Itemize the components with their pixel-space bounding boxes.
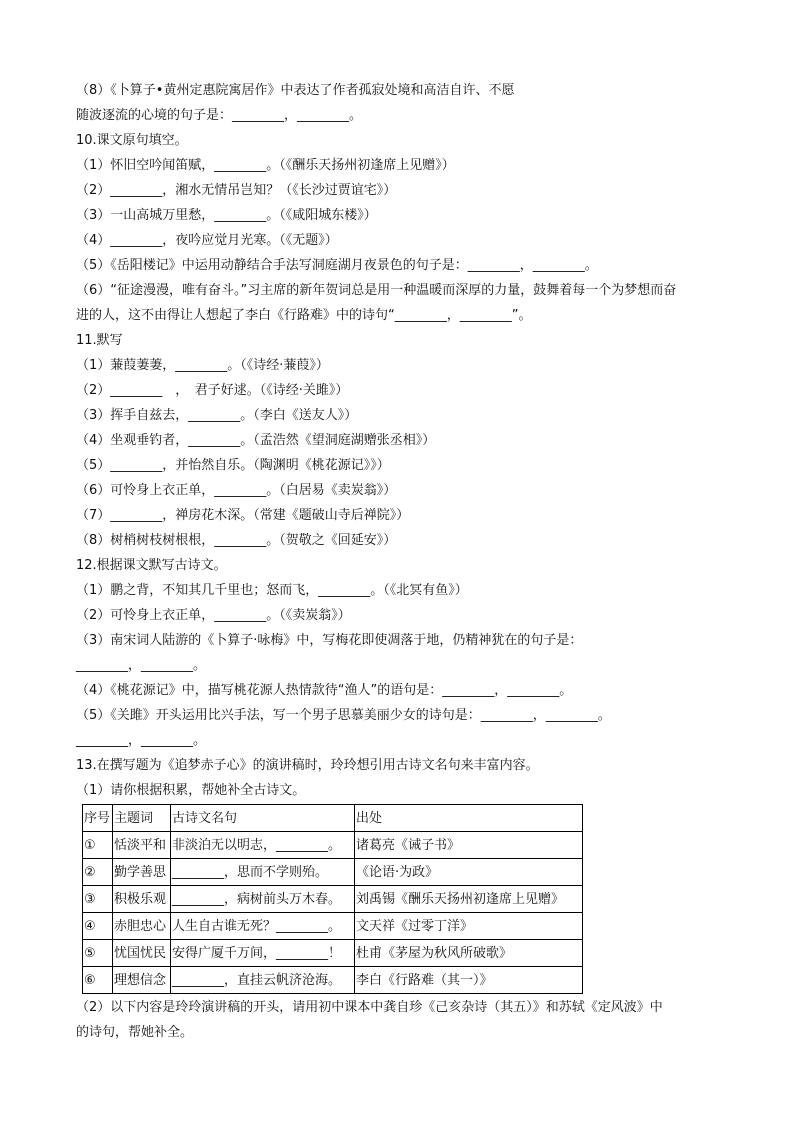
question-13-heading: 13.在撰写题为《追梦赤子心》的演讲稿时，玲玲想引用古诗文名句来丰富内容。: [76, 758, 539, 773]
table-row: [83, 886, 583, 913]
text-line: （5）《关雎》开头运用比兴手法，写一个男子思慕美丽少女的诗句是：________，________。: [76, 708, 611, 723]
table-cell: ③: [83, 886, 113, 913]
table-cell: 人生自古谁无死？________。: [171, 913, 355, 940]
text-line: （7）________，禅房花木深。（常建《题破山寺后禅院》）: [76, 508, 410, 523]
text-line: （6）可怜身上衣正单，________。（白居易《卖炭翁》）: [76, 483, 397, 498]
table-cell: 积极乐观: [113, 886, 171, 913]
table-cell: 赤胆忠心: [113, 913, 171, 940]
table-cell: 杜甫《茅屋为秋风所破歌》: [355, 940, 583, 967]
text-line: （5）________，并怡然自乐。（陶渊明《桃花源记》》）: [76, 458, 390, 473]
text-line: （3）一山高城万里愁，________。（《咸阳城东楼》）: [76, 208, 377, 223]
text-line: （2）________，湘水无情吊岂知？（《长沙过贾谊宅》）: [76, 183, 397, 198]
text-line: （4）________，夜吟应觉月光寒。（《无题》）: [76, 233, 338, 248]
table-cell: ⑥: [83, 967, 113, 994]
text-line: ________，________。: [76, 658, 207, 673]
question-11-heading: 11.默写: [76, 333, 123, 348]
text-line: （8）树梢树枝树根根，________。（贺敬之《回延安》）: [76, 533, 397, 548]
table-cell: ________，病树前头万木春。: [171, 886, 355, 913]
table-row: [83, 967, 583, 994]
table-row: [83, 940, 583, 967]
table-cell: 安得广厦千万间，________！: [171, 940, 355, 967]
text-line: 随波逐流的心境的句子是：________，________。: [76, 108, 363, 123]
text-line: （4）坐观垂钓者，________。（孟浩然《望洞庭湖赠张丞相》）: [76, 433, 436, 448]
text-line: （1）鹏之背，不知其几千里也；怒而飞，________。（《北冥有鱼》）: [76, 583, 468, 598]
table-row: [83, 913, 583, 940]
table-header-row: [83, 805, 583, 832]
table-cell: 刘禹锡《酬乐天扬州初逢席上见赠》: [355, 886, 583, 913]
table-cell: 文天祥《过零丁洋》: [355, 913, 583, 940]
table-cell: ________，直挂云帆济沧海。: [171, 967, 355, 994]
header-cell: 古诗文名句: [171, 805, 355, 832]
text-line: （2）可怜身上衣正单，________。（《卖炭翁》）: [76, 608, 351, 623]
text-line: ________，________。: [76, 733, 207, 748]
table-cell: 诸葛亮《诫子书》: [355, 832, 583, 859]
table-cell: 《论语·为政》: [355, 859, 583, 886]
worksheet-page: [76, 78, 726, 1045]
table-cell: 非淡泊无以明志，________。: [171, 832, 355, 859]
table-cell: 恬淡平和: [113, 832, 171, 859]
text-line: （5）《岳阳楼记》中运用动静结合手法写洞庭湖月夜景色的句子是：________，________。: [76, 258, 598, 273]
header-cell: 主题词: [113, 805, 171, 832]
text-line: （1）请你根据积累，帮她补全古诗文。: [76, 783, 306, 798]
header-cell: 出处: [355, 805, 583, 832]
header-cell: 序号: [83, 805, 113, 832]
text-line: （8）《卜算子•黄州定惠院寓居作》中表达了作者孤寂处境和高洁自许、不愿: [76, 83, 515, 98]
text-line: （6）“征途漫漫，唯有奋斗。”习主席的新年贺词总是用一种温暖而深厚的力量，鼓舞着每一个为梦想而奋: [76, 283, 677, 298]
question-12-heading: 12.根据课文默写古诗文。: [76, 558, 227, 573]
text-line: （2）以下内容是玲玲演讲稿的开头，请用初中课本中龚自珍《己亥杂诗（其五）》和苏轼《定风波》中: [76, 1000, 663, 1015]
table-cell: 忧国忧民: [113, 940, 171, 967]
text-line: 的诗句，帮她补全。: [76, 1025, 194, 1040]
text-line: （1）怀旧空吟闻笛赋，________。（《酬乐天扬州初逢席上见赠》）: [76, 158, 455, 173]
table-cell: 勤学善思: [113, 859, 171, 886]
table-row: [83, 859, 583, 886]
table-cell: ________，思而不学则殆。: [171, 859, 355, 886]
table-cell: ②: [83, 859, 113, 886]
text-line: （3）南宋词人陆游的《卜算子·咏梅》中，写梅花即使凋落于地，仍精神犹在的句子是：: [76, 633, 583, 648]
poetry-table: [82, 804, 583, 994]
text-line: （3）挥手自兹去，________。（李白《送友人》）: [76, 408, 358, 423]
table-cell: ④: [83, 913, 113, 940]
table-row: [83, 832, 583, 859]
question-10-heading: 10.课文原句填空。: [76, 133, 188, 148]
text-line: （4）《桃花源记》中，描写桃花源人热情款待“渔人”的语句是：________，________。: [76, 683, 573, 698]
table-cell: 理想信念: [113, 967, 171, 994]
text-line: 进的人，这不由得让人想起了李白《行路难》中的诗句“________，________”。: [76, 308, 532, 323]
table-cell: 李白《行路难（其一）》: [355, 967, 583, 994]
table-cell: ①: [83, 832, 113, 859]
table-cell: ⑤: [83, 940, 113, 967]
text-line: （1）蒹葭萋萋，________。（《诗经·蒹葭》）: [76, 358, 329, 373]
text-line: （2）________ ， 君子好逑。（《诗经·关雎》）: [76, 383, 349, 398]
